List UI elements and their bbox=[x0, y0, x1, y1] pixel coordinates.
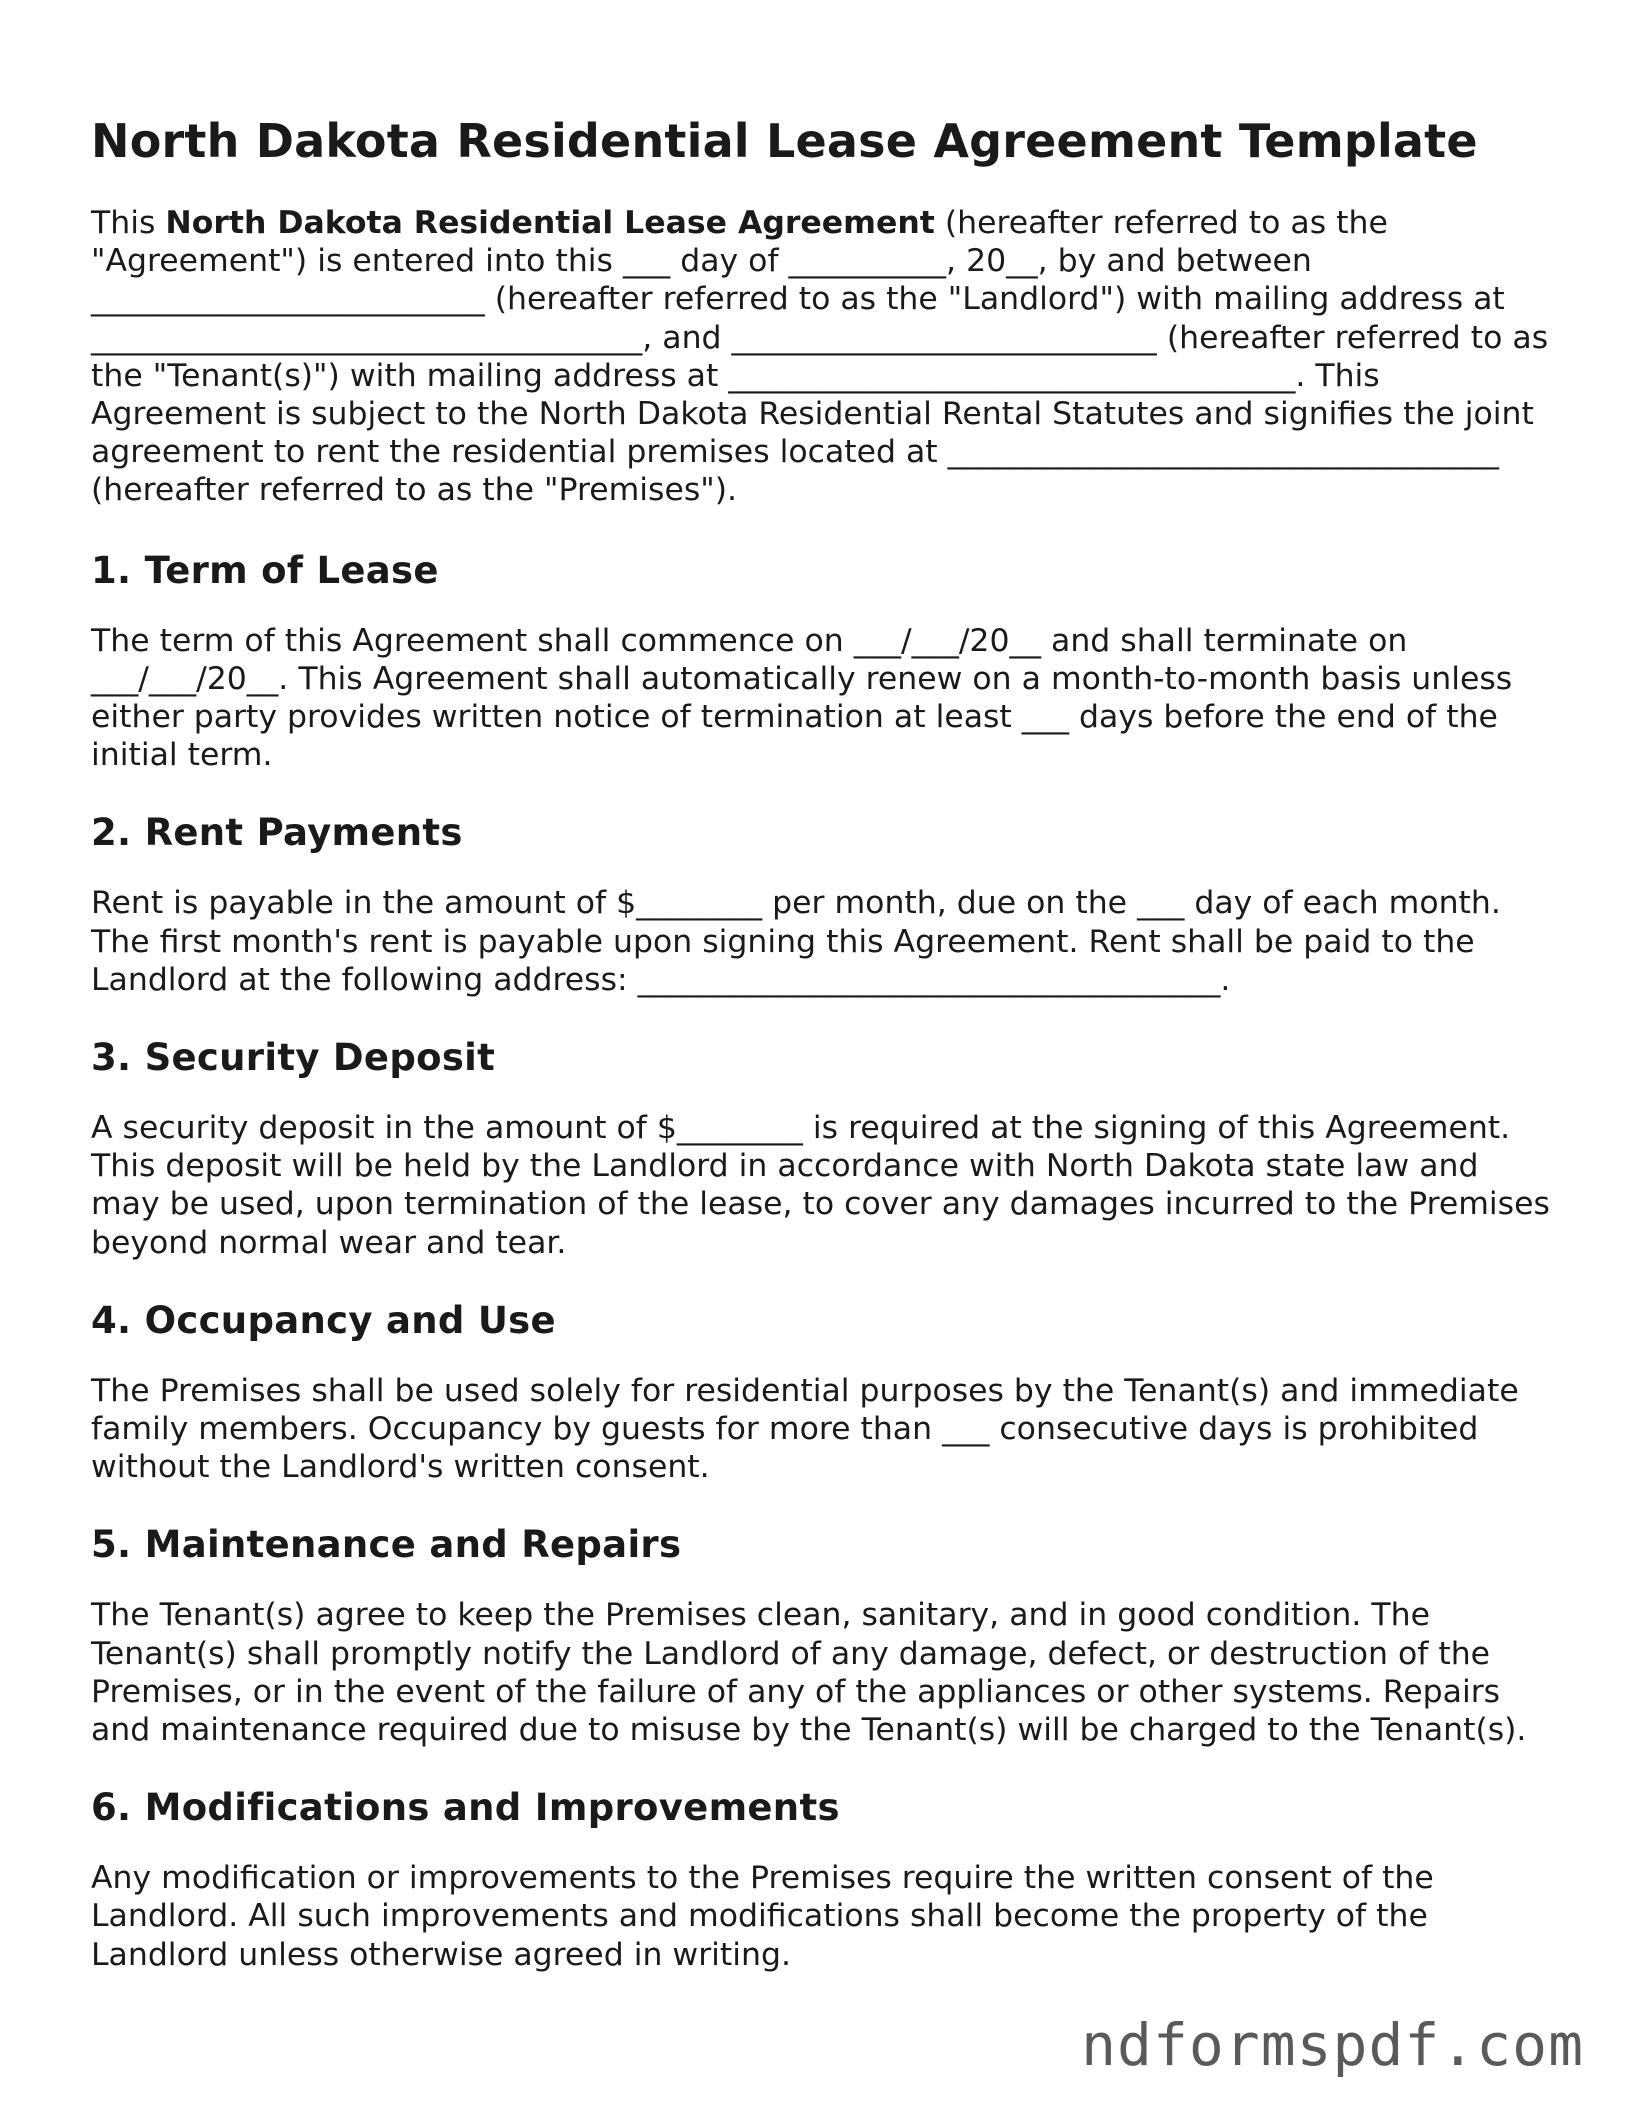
watermark: ndformspdf.com bbox=[1081, 2011, 1584, 2079]
section-text-maintenance: The Tenant(s) agree to keep the Premises clean, sanitary, and in good condition. The Tenant(s) shall promptly notify the Landlord of any damage, defect, or destruction of the Premises, or in the event of the failure of any of the appliances or other systems. Repairs and maintenance required due to misuse by the Tenant(s) will be charged to the Tenant(s). bbox=[91, 1597, 1527, 1749]
section-text-occupancy: The Premises shall be used solely for residential purposes by the Tenant(s) and immediate family members. Occupancy by guests for more than ___ consecutive days is prohibited without the Landlord's written consent. bbox=[91, 1372, 1519, 1486]
document-page bbox=[91, 112, 1551, 2010]
intro-rest: (hereafter referred to as the "Agreement") is entered into this ___ day of __________, 20__, by and between _________________________ (hereafter referred to as the "Landlord") with mailing address at ___________________________________, and ___________________________ (hereafter referred to as the "Tenant(s)") with mailing address at ____________________________________. This Agreement is subject to the North Dakota Residential Rental Statutes and signifies the joint agreement to rent the residential premises located at ___________________________________ (hereafter referred to as the "Premises"). bbox=[91, 205, 1549, 509]
section-heading-occupancy: 4. Occupancy and Use bbox=[91, 1298, 556, 1342]
document-title: North Dakota Residential Lease Agreement Template bbox=[91, 114, 1478, 168]
section-text-modifications: Any modification or improvements to the Premises require the written consent of the Landlord. All such improvements and modifications shall become the property of the Landlord unless otherwise agreed in writing. bbox=[91, 1860, 1434, 1973]
section-heading-deposit: 3. Security Deposit bbox=[91, 1036, 496, 1080]
section-heading-modifications: 6. Modifications and Improvements bbox=[91, 1786, 840, 1830]
section-heading-term: 1. Term of Lease bbox=[91, 548, 439, 592]
section-heading-rent: 2. Rent Payments bbox=[91, 811, 463, 855]
section-text-rent: Rent is payable in the amount of $________ per month, due on the ___ day of each month. The first month's rent is payable upon signing this Agreement. Rent shall be paid to the Landlord at the following address: _____________________________________. bbox=[91, 885, 1501, 998]
intro-lead: This bbox=[91, 205, 166, 241]
section-text-term: The term of this Agreement shall commence on ___/___/20__ and shall terminate on ___/___/20__. This Agreement shall automatically renew on a month-to-month basis unless either party provides written notice of termination at least ___ days before the end of the initial term. bbox=[91, 622, 1513, 774]
section-text-deposit: A security deposit in the amount of $________ is required at the signing of this Agreement. This deposit will be held by the Landlord in accordance with North Dakota state law and may be used, upon termination of the lease, to cover any damages incurred to the Premises beyond normal wear and tear. bbox=[91, 1110, 1550, 1261]
intro-paragraph bbox=[91, 204, 1551, 510]
intro-bold-agreement-name: North Dakota Residential Lease Agreement bbox=[165, 205, 935, 241]
section-heading-maintenance: 5. Maintenance and Repairs bbox=[91, 1523, 682, 1567]
